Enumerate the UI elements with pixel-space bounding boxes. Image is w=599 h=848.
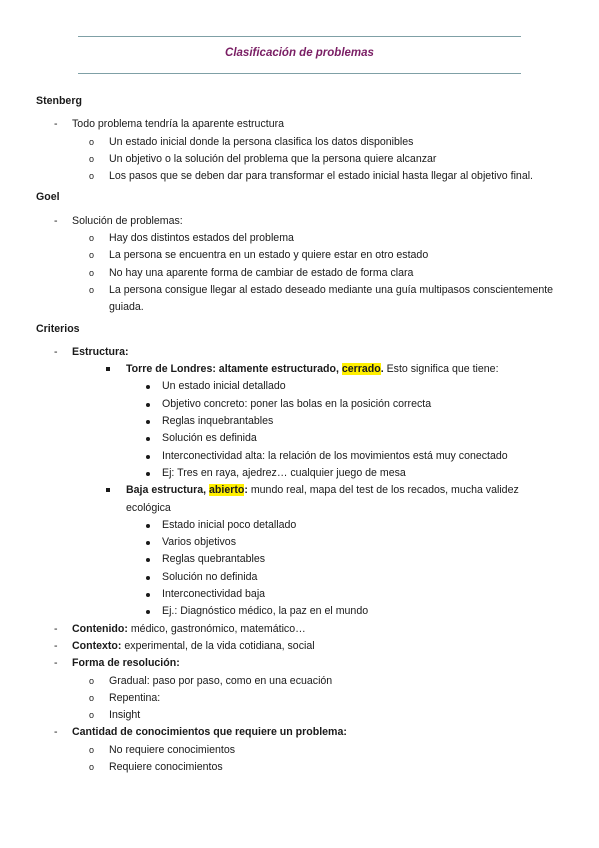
list-item: o Insight: [72, 707, 566, 724]
circle-bullet-icon: o: [89, 744, 95, 755]
list-item-forma-resolucion: - Forma de resolución: o Gradual: paso por paso, como en una ecuación o Repentina: o Insight: [36, 655, 566, 724]
list-item: o La persona se encuentra en un estado y quiere estar en otro estado: [72, 247, 566, 264]
list-item: o No hay una aparente forma de cambiar de estado de forma clara: [72, 265, 566, 282]
circle-bullet-icon: o: [89, 710, 95, 721]
dot-bullet-icon: [146, 610, 150, 614]
section-heading: Goel: [36, 191, 60, 204]
dot-bullet-icon: [146, 385, 150, 389]
dash-bullet: -: [54, 345, 58, 358]
list-item: Un estado inicial detallado: [126, 378, 566, 395]
list-item-cantidad-conocimientos: - Cantidad de conocimientos que requiere un problema: o No requiere conocimientos o Requiere conocimientos: [36, 724, 566, 776]
dot-bullet-icon: [146, 576, 150, 580]
highlight-abierto: abierto: [209, 484, 245, 497]
list-item: Interconectividad baja: [126, 586, 566, 603]
list-item: Objetivo concreto: poner las bolas en la posición correcta: [126, 396, 566, 413]
list-item: Ej: Tres en raya, ajedrez… cualquier juego de mesa: [126, 465, 566, 482]
circle-bullet-icon: o: [89, 675, 95, 686]
list-item: Solución no definida: [126, 569, 566, 586]
list-item: o No requiere conocimientos: [72, 742, 566, 759]
list-item-baja-estructura: Baja estructura, abierto: mundo real, mapa del test de los recados, mucha validez ecológica Estado inicial poco detallado Varios objetivos Reglas quebrantables Solución no definida Interconectividad baja Ej.: Diagnóstico médico, la paz en el mundo: [72, 482, 566, 620]
list-item: Reglas quebrantables: [126, 551, 566, 568]
list-item: o Hay dos distintos estados del problema: [72, 230, 566, 247]
dash-bullet: -: [54, 214, 58, 227]
list-item: Estado inicial poco detallado: [126, 517, 566, 534]
list-item-contexto: - Contexto: experimental, de la vida cotidiana, social: [36, 638, 566, 655]
square-bullet-icon: [106, 367, 110, 371]
circle-bullet-icon: o: [89, 171, 95, 182]
circle-bullet-icon: o: [89, 761, 95, 772]
section-stenberg: [36, 93, 566, 185]
list-item-alta-estructura: Torre de Londres: altamente estructurado, cerrado. Esto significa que tiene: Un estado inicial detallado Objetivo concreto: poner las bolas en la posición correcta Reglas inquebrantables Solución es definida Interconectividad alta: la relación de los movimientos está muy conectado Ej: Tres en raya, ajedrez… cualquier juego de mesa: [72, 361, 566, 482]
dot-bullet-icon: [146, 420, 150, 424]
list-item: o Los pasos que se deben dar para transformar el estado inicial hasta llegar al objetivo final.: [72, 168, 566, 185]
circle-bullet-icon: o: [89, 233, 95, 244]
dot-bullet-icon: [146, 403, 150, 407]
list-item: o Un estado inicial donde la persona clasifica los datos disponibles: [72, 134, 566, 151]
dot-bullet-icon: [146, 558, 150, 562]
dot-bullet-icon: [146, 524, 150, 528]
list-item: o Gradual: paso por paso, como en una ecuación: [72, 673, 566, 690]
list-item: Ej.: Diagnóstico médico, la paz en el mundo: [126, 603, 566, 620]
list-item: o Repentina:: [72, 690, 566, 707]
list-item: Interconectividad alta: la relación de los movimientos está muy conectado: [126, 448, 566, 465]
dash-bullet: -: [54, 657, 58, 670]
list-item: - Todo problema tendría la aparente estructura o Un estado inicial donde la persona clasifica los datos disponibles o Un objetivo o la solución del problema que la persona quiere alcanzar o Los pasos que se deben dar para transformar el estado inicial hasta llegar al objetivo final.: [36, 116, 566, 185]
circle-bullet-icon: o: [89, 250, 95, 261]
document-body: [36, 93, 566, 780]
dot-bullet-icon: [146, 437, 150, 441]
list-item: Reglas inquebrantables: [126, 413, 566, 430]
section-goel: [36, 189, 566, 316]
circle-bullet-icon: o: [89, 136, 95, 147]
dash-bullet: -: [54, 726, 58, 739]
dot-bullet-icon: [146, 593, 150, 597]
section-heading: Criterios: [36, 322, 80, 335]
list-item: Varios objetivos: [126, 534, 566, 551]
dash-bullet: -: [54, 118, 58, 131]
document-title: Clasificación de problemas: [225, 47, 374, 59]
dot-bullet-icon: [146, 455, 150, 459]
section-heading: Stenberg: [36, 95, 82, 107]
list-item: o La persona consigue llegar al estado deseado mediante una guía multipasos conscientemente guiada.: [89, 283, 554, 314]
circle-bullet-icon: o: [89, 284, 95, 295]
circle-bullet-icon: o: [89, 267, 95, 278]
dot-bullet-icon: [146, 541, 150, 545]
highlight-cerrado: cerrado: [341, 363, 381, 376]
list-item-estructura: - Estructura: Torre de Londres: altamente estructurado, cerrado. Esto significa que tiene: Un estado inicial detallado Objetivo concreto: poner las bolas en la posición correcta Reglas inquebrantables Solución es definida Interconectividad alta: la relación de los movimientos está muy conectado Ej: Tres en raya, ajedrez… cualquier juego de mesa Baja estructura, abierto: mundo real, mapa del test de los recados, mucha validez ecológica Estado inicial poco detallado Varios objetivos Reglas quebrantables Solución no definida Interconectividad baja Ej.: Diagnóstico médico, la paz en el mundo: [36, 344, 566, 621]
dash-bullet: -: [54, 639, 58, 652]
list-item: - Solución de problemas: o Hay dos distintos estados del problema o La persona se encuentra en un estado y quiere estar en otro estado o No hay una aparente forma de cambiar de estado de forma clara o La persona consigue llegar al estado deseado mediante una guía multipasos conscientemente guiada.: [36, 213, 566, 317]
list-item: Solución es definida: [126, 430, 566, 447]
circle-bullet-icon: o: [89, 692, 95, 703]
circle-bullet-icon: o: [89, 153, 95, 164]
section-criterios: [36, 321, 566, 777]
dot-bullet-icon: [146, 472, 150, 476]
list-item: o Un objetivo o la solución del problema que la persona quiere alcanzar: [72, 151, 566, 168]
square-bullet-icon: [106, 488, 110, 492]
list-item-contenido: - Contenido: médico, gastronómico, matemático…: [36, 621, 566, 638]
header-rule-top: [78, 36, 521, 37]
list-item: o Requiere conocimientos: [72, 759, 566, 776]
header-rule-bottom: [78, 73, 521, 74]
dash-bullet: -: [54, 622, 58, 635]
